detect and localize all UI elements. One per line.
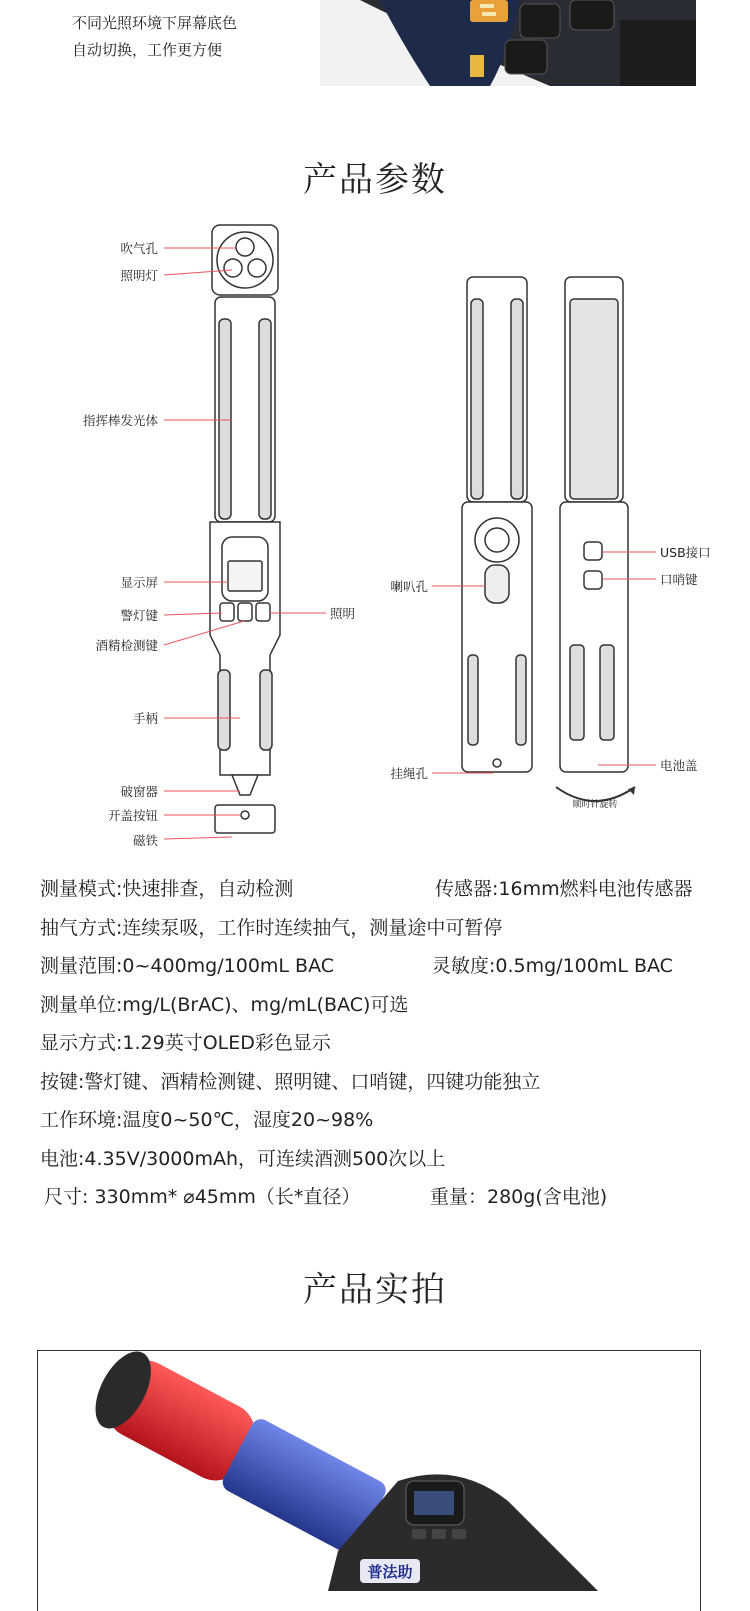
param-display: 显示方式:1.29英寸OLED彩色显示 [40, 1032, 331, 1054]
rotate-arrow [556, 787, 635, 801]
param-weight: 重量：280g(含电池) [430, 1186, 608, 1208]
lanyard-hole [493, 759, 501, 767]
param-row-3 [40, 947, 673, 986]
product-photo-graphic [38, 1351, 700, 1591]
label-rotate: 顺时针旋转 [572, 800, 618, 810]
param-unit: 测量单位:mg/L(BrAC)、mg/mL(BAC)可选 [40, 993, 409, 1016]
badge-text: 普法助 [367, 1563, 413, 1581]
param-mode: 测量模式:快速排查，自动检测 [40, 878, 294, 900]
param-row-7 [40, 1101, 540, 1140]
cover-button [241, 811, 249, 819]
param-battery: 电池:4.35V/3000mAh，可连续酒测500次以上 [40, 1147, 446, 1170]
handle-ribs-left [218, 670, 230, 750]
label-lanyard: 挂绳孔 [390, 766, 428, 781]
diagram-svg [0, 215, 750, 855]
light-left [224, 259, 242, 277]
whistle-key [584, 571, 602, 589]
param-row-5 [40, 1024, 540, 1063]
param-row-4 [40, 986, 540, 1025]
intro-line-1: 不同光照环境下屏幕底色 [72, 14, 238, 32]
baton-ribs-right [259, 319, 271, 519]
param-sensor: 传感器:16mm燃料电池传感器 [435, 878, 693, 900]
param-row-8 [40, 1140, 540, 1179]
section-title-photo: 产品实拍 [303, 1270, 447, 1310]
label-battery-cover: 电池盖 [660, 758, 698, 773]
intro-line-2: 自动切换，工作更方便 [72, 41, 223, 59]
label-cover-button: 开盖按钮 [107, 808, 158, 823]
light-right [248, 259, 266, 277]
label-light: 照明灯 [120, 268, 158, 283]
screen [228, 561, 262, 591]
top-photo-graphic [320, 0, 696, 86]
param-intake: 抽气方式:连续泵吸，工作时连续抽气，测量途中可暂停 [40, 916, 503, 939]
light-key [256, 603, 270, 621]
product-photo [37, 1350, 701, 1611]
label-alcohol-key: 酒精检测键 [95, 638, 158, 653]
param-keys: 按键:警灯键、酒精检测键、照明键、口哨键，四键功能独立 [40, 1070, 541, 1093]
front-view-device [210, 225, 280, 833]
window-breaker [232, 775, 258, 795]
label-handle: 手柄 [132, 711, 158, 726]
handle-ribs-right [260, 670, 272, 750]
label-illumination: 照明 [330, 606, 356, 621]
param-range: 测量范围:0~400mg/100mL BAC [40, 955, 335, 977]
param-row-2 [40, 909, 540, 948]
alcohol-key [238, 603, 252, 621]
back-view-device [462, 277, 532, 772]
label-warning-key: 警灯键 [120, 608, 158, 623]
side-view-device [560, 277, 628, 772]
label-screen: 显示屏 [120, 575, 158, 590]
label-magnet: 磁铁 [132, 833, 158, 848]
warning-key [220, 603, 234, 621]
usb-port [584, 542, 602, 560]
label-window-breaker: 破窗器 [120, 784, 158, 799]
param-row-9 [40, 1178, 608, 1217]
device-screen [414, 1491, 454, 1515]
label-usb: USB接口 [660, 545, 711, 560]
param-env: 工作环境:温度0~50℃，湿度20~98% [40, 1109, 374, 1131]
product-diagram [0, 215, 750, 855]
label-blow-hole: 吹气孔 [120, 241, 158, 256]
label-speaker: 喇叭孔 [390, 579, 428, 594]
param-row-6 [40, 1063, 540, 1102]
intro-text [72, 10, 237, 64]
label-baton-body: 指挥棒发光体 [82, 413, 158, 428]
label-whistle: 口哨键 [660, 572, 698, 587]
params-list [40, 870, 693, 1217]
param-sensitivity: 灵敏度:0.5mg/100mL BAC [432, 955, 673, 977]
blow-hole [236, 238, 254, 256]
top-product-photo [320, 0, 696, 86]
param-row-1 [40, 870, 693, 909]
param-size: 尺寸: 330mm* ⌀45mm（长*直径） [44, 1186, 361, 1208]
speaker-grille [485, 565, 509, 603]
section-title-params: 产品参数 [303, 160, 447, 200]
baton-ribs-left [219, 319, 231, 519]
